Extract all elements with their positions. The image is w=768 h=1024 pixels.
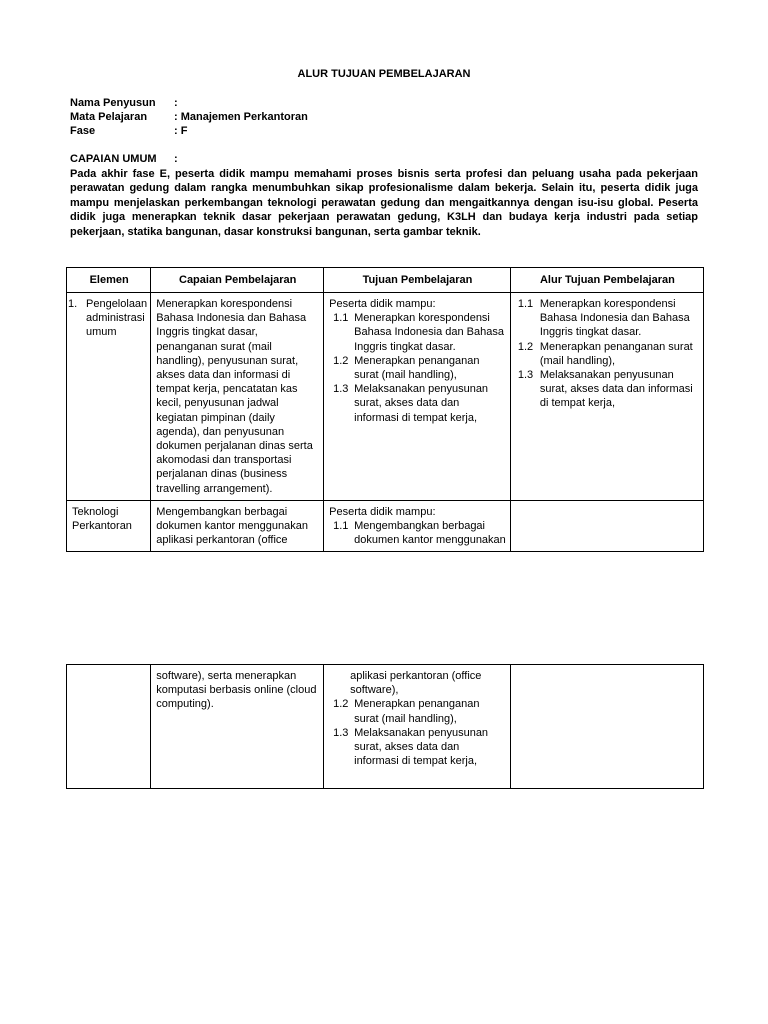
item-number: 1.2 <box>517 340 534 353</box>
meta-row-penyusun <box>70 96 308 110</box>
item-text: Menerapkan penanganan surat (mail handling), <box>354 698 480 725</box>
item-text: Melaksanakan penyusunan surat, akses data dan informasi di tempat kerja, <box>354 383 489 424</box>
tujuan-intro: Peserta didik mampu: <box>329 505 436 518</box>
list-item <box>329 311 506 354</box>
list-item <box>329 519 506 547</box>
capaian-umum-label: CAPAIAN UMUM <box>70 153 157 165</box>
capaian-umum-heading <box>70 153 178 165</box>
list-item <box>516 297 699 340</box>
capaian-umum-text: Pada akhir fase E, peserta didik mampu memahami proses bisnis serta profesi dan peluang usaha pada pekerjaan perawatan gedung dalam rangka menumbuhkan sikap profesionalisme dalam bekerja. Selain itu, peserta didik juga mampu menjelaskan perkembangan teknologi perawatan gedung dan mengaitkannya dengan isu-isu global. Peserta didik juga menerapkan teknik dasar pekerjaan perawatan gedung, K3LH dan budaya kerja industri pada setiap pekerjaan, statika bangunan, dasar konstruksi bangunan, serta gambar teknik. <box>70 168 698 238</box>
cell-alur <box>510 293 703 501</box>
table-row <box>67 500 704 552</box>
list-item <box>329 697 506 725</box>
cell-tujuan <box>324 665 511 789</box>
cell-capaian: Mengembangkan berbagai dokumen kantor menggunakan aplikasi perkantoran (office <box>151 500 324 552</box>
capaian-umum-colon: : <box>174 153 178 165</box>
list-item <box>329 382 506 425</box>
tujuan-list <box>329 311 506 425</box>
item-number: 1.2 <box>333 698 349 711</box>
list-item <box>516 340 699 368</box>
item-number: 1.1 <box>517 298 534 310</box>
item-text: Menerapkan penanganan surat (mail handling), <box>354 354 480 382</box>
document-meta <box>70 96 308 138</box>
meta-row-fase <box>70 124 308 138</box>
elemen-number: 1. <box>68 298 78 310</box>
item-number: 1.1 <box>333 312 349 325</box>
tujuan-continued-text: aplikasi perkantoran (office software), <box>350 670 482 697</box>
tujuan-intro: Peserta didik mampu: <box>329 298 436 310</box>
item-text: Melaksanakan penyusunan surat, akses data dan informasi di tempat kerja, <box>539 369 693 410</box>
cell-alur <box>510 500 703 552</box>
header-elemen: Elemen <box>67 268 151 293</box>
item-number: 1.2 <box>333 354 349 367</box>
meta-label: Fase <box>70 125 96 137</box>
header-alur: Alur Tujuan Pembelajaran <box>510 268 703 293</box>
meta-value: : F <box>174 125 188 137</box>
elemen-text: Pengelolaan administrasi umum <box>86 298 148 339</box>
tujuan-list <box>329 697 506 768</box>
cell-elemen <box>67 665 151 789</box>
cell-tujuan <box>324 293 511 501</box>
list-item <box>329 354 506 382</box>
learning-table <box>66 267 704 552</box>
item-text: Menerapkan korespondensi Bahasa Indonesia dan Bahasa Inggris tingkat dasar. <box>539 298 690 339</box>
meta-value: : Manajemen Perkantoran <box>174 111 308 123</box>
item-text: Menerapkan korespondensi Bahasa Indonesia dan Bahasa Inggris tingkat dasar. <box>354 312 504 353</box>
elemen-item <box>68 297 146 340</box>
item-text: Melaksanakan penyusunan surat, akses data dan informasi di tempat kerja, <box>354 726 489 768</box>
cell-capaian: Menerapkan korespondensi Bahasa Indonesia dan Bahasa Inggris tingkat dasar, penanganan surat (mail handling), penyusunan surat, akses data dan informasi di tempat kerja, pencatatan kas kecil, penyusunan jadwal kegiatan pimpinan (daily agenda), dan penyusunan dokumen perjalanan dinas serta akomodasi dan transportasi perjalanan dinas (business travelling arrangement). <box>151 293 324 501</box>
alur-list <box>516 297 699 411</box>
header-tujuan: Tujuan Pembelajaran <box>324 268 511 293</box>
item-number: 1.1 <box>333 520 349 533</box>
page-title: ALUR TUJUAN PEMBELAJARAN <box>297 68 471 80</box>
table-row <box>67 665 704 789</box>
item-text: Mengembangkan berbagai dokumen kantor menggunakan <box>354 520 506 547</box>
meta-label: Nama Penyusun <box>70 97 156 109</box>
learning-table-continued <box>66 664 704 789</box>
list-item <box>329 726 506 769</box>
cell-tujuan <box>324 500 511 552</box>
cell-elemen <box>67 293 151 501</box>
item-number: 1.3 <box>333 726 349 739</box>
table-header-row <box>67 268 704 293</box>
item-number: 1.3 <box>333 383 349 396</box>
table-row <box>67 293 704 501</box>
cell-capaian: software), serta menerapkan komputasi berbasis online (cloud computing). <box>151 665 324 789</box>
meta-value: : <box>174 97 178 109</box>
header-capaian: Capaian Pembelajaran <box>151 268 324 293</box>
cell-alur <box>510 665 703 789</box>
meta-row-mata-pelajaran <box>70 110 308 124</box>
item-number: 1.3 <box>517 369 534 382</box>
meta-label: Mata Pelajaran <box>70 111 148 123</box>
item-text: Menerapkan penanganan surat (mail handling), <box>539 340 693 367</box>
list-item <box>516 368 699 411</box>
cell-elemen: Teknologi Perkantoran <box>67 500 151 552</box>
